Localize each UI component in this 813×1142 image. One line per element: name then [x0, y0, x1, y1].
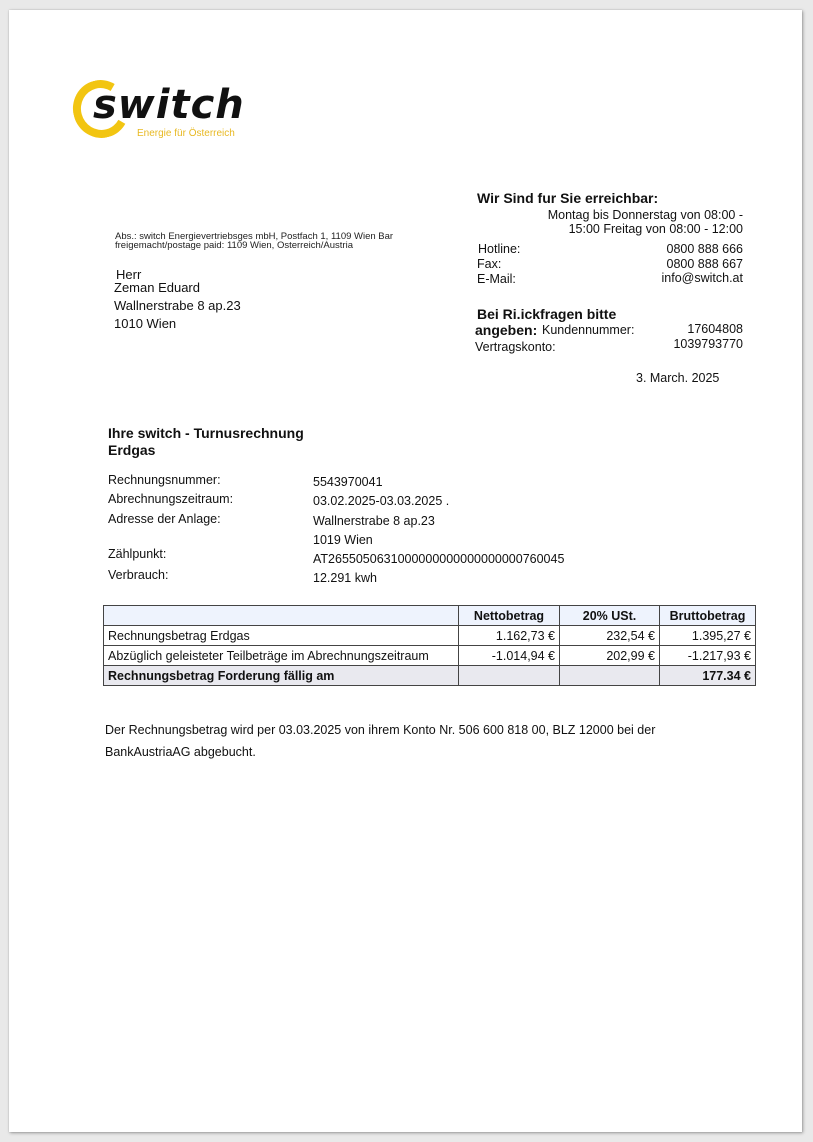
- invoice-amounts-table: [103, 605, 756, 686]
- contact-hours-1: Montag bis Donnerstag von 08:00 -: [547, 208, 743, 222]
- row-vat: 202,99 €: [560, 646, 660, 666]
- field-value-invoice-number: 5543970041: [313, 475, 383, 489]
- row-vat: 232,54 €: [560, 626, 660, 646]
- email-label: E-Mail:: [477, 272, 516, 286]
- total-gross: 177.34 €: [660, 666, 756, 686]
- table-header-net: Nettobetrag: [459, 606, 560, 626]
- field-value-installation-address: Wallnerstrabe 8 ap.23: [313, 514, 435, 528]
- hotline-value[interactable]: 0800 888 666: [666, 242, 743, 256]
- table-row: [104, 626, 756, 646]
- table-row: [104, 646, 756, 666]
- field-label-installation-address: Adresse der Anlage:: [108, 512, 221, 526]
- invoice-title: Ihre switch - Turnusrechnung: [108, 425, 304, 441]
- field-value-billing-period: 03.02.2025-03.03.2025 .: [313, 494, 450, 508]
- switch-logo: [73, 78, 253, 148]
- reference-title-2: angeben:: [475, 322, 538, 338]
- field-value-installation-city: 1019 Wien: [313, 533, 373, 547]
- reference-title: Bei Ri.ickfragen bitte: [477, 306, 617, 322]
- field-value-meter-point: AT2655050631000000000000000000760045: [313, 552, 565, 566]
- recipient-salutation: Herr: [116, 267, 142, 282]
- recipient-city: 1010 Wien: [114, 316, 177, 331]
- row-gross: -1.217,93 €: [660, 646, 756, 666]
- row-gross: 1.395,27 €: [660, 626, 756, 646]
- table-total-row: [104, 666, 756, 686]
- contact-title: Wir Sind fur Sie erreichbar:: [477, 190, 659, 206]
- row-description: Abzüglich geleisteter Teilbeträge im Abrechnungszeitraum: [104, 646, 459, 666]
- row-net: -1.014,94 €: [459, 646, 560, 666]
- hotline-label: Hotline:: [478, 242, 521, 256]
- fax-label: Fax:: [477, 257, 502, 271]
- invoice-subtitle: Erdgas: [108, 442, 156, 458]
- field-value-consumption: 12.291 kwh: [313, 571, 377, 585]
- sender-line-1: Abs.: switch Energievertriebsges mbH, Postfach 1, 1109 Wien Bar: [115, 231, 394, 242]
- field-label-consumption: Verbrauch:: [108, 568, 169, 582]
- total-net: [459, 666, 560, 686]
- total-description: Rechnungsbetrag Forderung fällig am: [104, 666, 459, 686]
- table-header-vat: 20% USt.: [560, 606, 660, 626]
- contract-account-value: 1039793770: [673, 337, 743, 351]
- recipient-street: Wallnerstrabe 8 ap.23: [114, 298, 241, 313]
- sender-line-2: freigemacht/postage paid: 1109 Wien, Osterreich/Austria: [115, 240, 353, 251]
- customer-number-value: 17604808: [687, 322, 743, 336]
- invoice-date: 3. March. 2025: [636, 371, 720, 385]
- row-description: Rechnungsbetrag Erdgas: [104, 626, 459, 646]
- invoice-page: [9, 10, 802, 1132]
- customer-number-label: Kundennummer:: [542, 323, 635, 337]
- table-header-row: [104, 606, 756, 626]
- field-label-meter-point: Zählpunkt:: [108, 547, 167, 561]
- payment-note: Der Rechnungsbetrag wird per 03.03.2025 von ihrem Konto Nr. 506 600 818 00, BLZ 12000 bei der BankAustriaAG abgebucht.: [105, 723, 656, 759]
- field-label-billing-period: Abrechnungszeitraum:: [108, 492, 234, 506]
- logo-wordmark: switch: [93, 82, 245, 128]
- email-value[interactable]: info@switch.at: [661, 271, 743, 285]
- logo-tagline: Energie für Österreich: [137, 128, 235, 139]
- table-header-gross: Bruttobetrag: [660, 606, 756, 626]
- contract-account-label: Vertragskonto:: [475, 340, 556, 354]
- recipient-name: Zeman Eduard: [114, 280, 200, 295]
- table-header-description: [104, 606, 459, 626]
- contact-hours-2: 15:00 Freitag von 08:00 - 12:00: [568, 222, 743, 236]
- fax-value: 0800 888 667: [666, 257, 743, 271]
- total-vat: [560, 666, 660, 686]
- row-net: 1.162,73 €: [459, 626, 560, 646]
- field-label-invoice-number: Rechnungsnummer:: [108, 473, 221, 487]
